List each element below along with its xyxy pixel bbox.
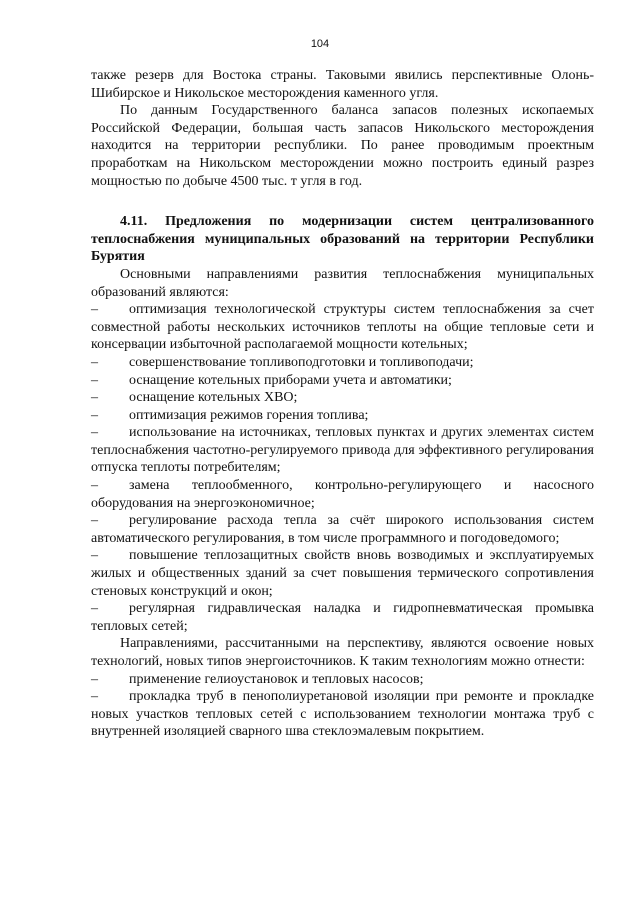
list-item-text: регулярная гидравлическая наладка и гидропневматическая промывка тепловых сетей; [91, 601, 594, 634]
list-item-text: оснащение котельных приборами учета и автоматики; [129, 372, 452, 388]
list-item [91, 389, 594, 407]
dash-marker: – [91, 548, 98, 564]
list-item [91, 512, 594, 547]
list-item-text: оптимизация режимов горения топлива; [129, 407, 369, 423]
list-item [91, 688, 594, 741]
perspective-paragraph: Направлениями, рассчитанными на перспективу, являются освоение новых технологий, новых типов энергоисточников. К таким технологиям можно отнести: [91, 636, 594, 669]
list-item [91, 354, 594, 372]
dash-marker: – [91, 601, 98, 617]
list-item [91, 424, 594, 477]
list-item-text: прокладка труб в пенополиуретановой изоляции при ремонте и прокладке новых участков тепловых сетей с использованием технологии монтажа труб с внутренней изоляцией сварного шва стеклоэмалевым покрытием. [91, 689, 594, 740]
perspective-list [91, 671, 594, 741]
dash-marker: – [91, 372, 98, 388]
list-item [91, 547, 594, 600]
list-item-text: повышение теплозащитных свойств вновь возводимых и эксплуатируемых жилых и общественных зданий за счет повышения термического сопротивления стеновых конструкций и окон; [91, 548, 594, 599]
list-item-text: совершенствование топливоподготовки и топливоподачи; [129, 354, 474, 370]
list-item [91, 372, 594, 390]
list-item-text: оптимизация технологической структуры систем теплоснабжения за счет совместной работы нескольких источников теплоты на общие тепловые сети и консервации избыточной располагаемой мощности котельных; [91, 302, 594, 353]
list-item [91, 671, 594, 689]
list-item [91, 600, 594, 635]
dash-marker: – [91, 354, 98, 370]
dash-marker: – [91, 407, 98, 423]
list-item [91, 407, 594, 425]
list-item [91, 477, 594, 512]
list-item-text: применение гелиоустановок и тепловых насосов; [129, 671, 424, 687]
page-body [91, 67, 594, 741]
paragraph-reserves: По данным Государственного баланса запасов полезных ископаемых Российской Федерации, большая часть запасов Никольского месторождения находится на территории республики. По ранее проводимым проектным проработкам на Никольском месторождении можно построить единый разрез мощностью по добыче 4500 тыс. т угля в год. [91, 103, 594, 189]
dash-marker: – [91, 302, 98, 318]
main-directions-list [91, 301, 594, 635]
page-number: 104 [310, 38, 330, 50]
list-item-text: использование на источниках, тепловых пунктах и других элементах систем теплоснабжения частотно-регулируемого привода для эффективного регулирования отпуска теплоты потребителям; [91, 425, 594, 476]
section-heading: 4.11. Предложения по модернизации систем централизованного теплоснабжения муниципальных образований на территории Республики Бурятия [91, 214, 594, 265]
list-item-text: оснащение котельных ХВО; [129, 390, 298, 406]
intro-paragraph: Основными направлениями развития теплоснабжения муниципальных образований являются: [91, 266, 594, 300]
dash-marker: – [91, 390, 98, 406]
list-item-text: регулирование расхода тепла за счёт широкого использования систем автоматического регулирования, в том числе программного и погодоведомого; [91, 513, 594, 546]
dash-marker: – [91, 689, 98, 705]
list-item-text: замена теплообменного, контрольно-регулирующего и насосного оборудования на энергоэкономичное; [91, 478, 594, 511]
list-item [91, 301, 594, 354]
dash-marker: – [91, 478, 98, 494]
dash-marker: – [91, 671, 98, 687]
paragraph-continued: также резерв для Востока страны. Таковыми явились перспективные Олонь-Шибирское и Никольское месторождения каменного угля. [91, 68, 594, 101]
dash-marker: – [91, 425, 98, 441]
dash-marker: – [91, 513, 98, 529]
